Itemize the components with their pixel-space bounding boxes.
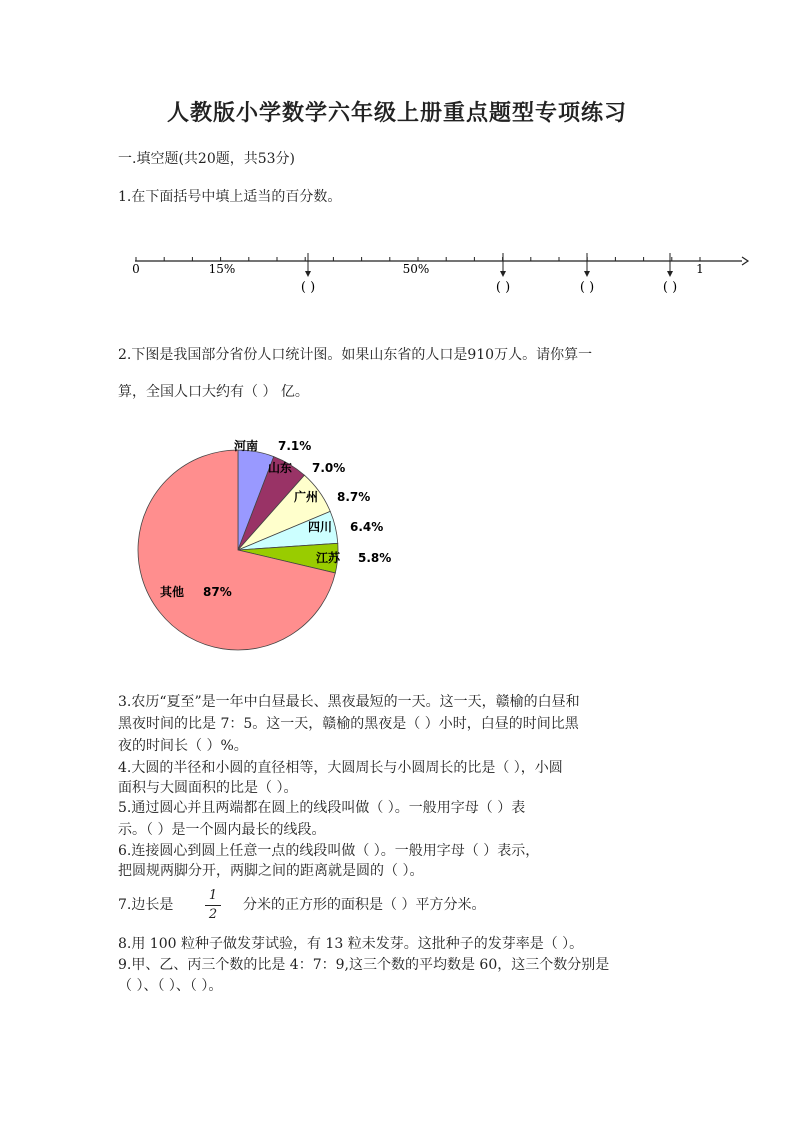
pointer-arrow-1-head: [305, 271, 311, 277]
fraction-numerator: 1: [208, 888, 218, 903]
fraction-bar: [205, 905, 221, 906]
pie-value-5: 87%: [203, 585, 232, 599]
pie-label-0: 河南: [234, 439, 259, 453]
question-3-line-1: 3.农历“夏至”是一年中白昼最长、黑夜最短的一天。这一天，赣榆的白昼和: [118, 694, 580, 710]
pie-label-4: 江苏: [316, 551, 341, 565]
page-title: 人教版小学数学六年级上册重点题型专项练习: [166, 100, 627, 126]
fraction-denominator: 2: [208, 907, 218, 922]
question-9-line-1: 9.甲、乙、丙三个数的比是 4：7：9,这三个数的平均数是 60，这三个数分别是: [118, 957, 610, 973]
question-9-line-2: （ ）、（ ）、（ ）。: [118, 978, 223, 994]
question-3-line-2: 黑夜时间的比是 7：5。这一天，赣榆的黑夜是（ ）小时，白昼的时间比黑: [118, 716, 579, 732]
question-5-line-2: 示。（ ）是一个圆内最长的线段。: [118, 822, 326, 838]
question-5-line-1: 5.通过圆心并且两端都在圆上的线段叫做（ ）。一般用字母（ ）表: [118, 800, 526, 816]
nl-blank-1: ( ): [300, 280, 316, 295]
nl-blank-3: ( ): [579, 280, 595, 295]
pie-label-3: 四川: [308, 520, 333, 534]
pie-value-4: 5.8%: [358, 551, 392, 565]
pie-value-3: 6.4%: [350, 520, 384, 534]
question-8-line-1: 8.用 100 粒种子做发芽试验，有 13 粒未发芽。这批种子的发芽率是（ ）。: [118, 936, 584, 952]
nl-blank-4: ( ): [662, 280, 678, 295]
nl-label-0: 0: [132, 262, 140, 276]
pie-value-2: 8.7%: [337, 490, 371, 504]
nl-label-1: 1: [696, 262, 704, 276]
pie-value-1: 7.0%: [312, 461, 346, 475]
question-7-prefix: 7.边长是: [118, 897, 174, 913]
question-7-suffix: 分米的正方形的面积是（ ）平方分米。: [243, 897, 486, 913]
question-4-line-1: 4.大圆的半径和小圆的直径相等，大圆周长与小圆周长的比是（ ），小圆: [118, 760, 563, 776]
question-2-line-1: 2.下图是我国部分省份人口统计图。如果山东省的人口是910万人。请你算一: [118, 347, 593, 363]
number-line-ticks: [136, 257, 700, 261]
question-4-line-2: 面积与大圆面积的比是（ ）。: [118, 780, 298, 796]
population-pie-chart: [130, 430, 420, 655]
pie-label-2: 广州: [294, 490, 319, 504]
nl-label-50: 50%: [402, 262, 430, 276]
section-heading: 一.填空题(共20题，共53分): [118, 151, 296, 167]
pie-value-0: 7.1%: [278, 439, 312, 453]
fraction-one-half: [205, 888, 221, 923]
nl-label-15: 15%: [208, 262, 236, 276]
pie-label-5: 其他: [160, 585, 185, 599]
question-2-line-2: 算，全国人口大约有（ ） 亿。: [118, 384, 309, 400]
question-6-line-1: 6.连接圆心到圆上任意一点的线段叫做（ ）。一般用字母（ ）表示，: [118, 843, 540, 859]
question-1-text: 1.在下面括号中填上适当的百分数。: [118, 189, 342, 205]
pointer-arrow-4-head: [667, 271, 673, 277]
number-line-arrowhead: [742, 257, 748, 265]
number-line: [120, 245, 750, 300]
question-6-line-2: 把圆规两脚分开，两脚之间的距离就是圆的（ ）。: [118, 863, 424, 879]
nl-blank-2: ( ): [495, 280, 511, 295]
pie-label-1: 山东: [268, 461, 293, 475]
pointer-arrow-2-head: [500, 271, 506, 277]
question-3-line-3: 夜的时间长（ ）%。: [118, 738, 248, 754]
pointer-arrow-3-head: [584, 271, 590, 277]
